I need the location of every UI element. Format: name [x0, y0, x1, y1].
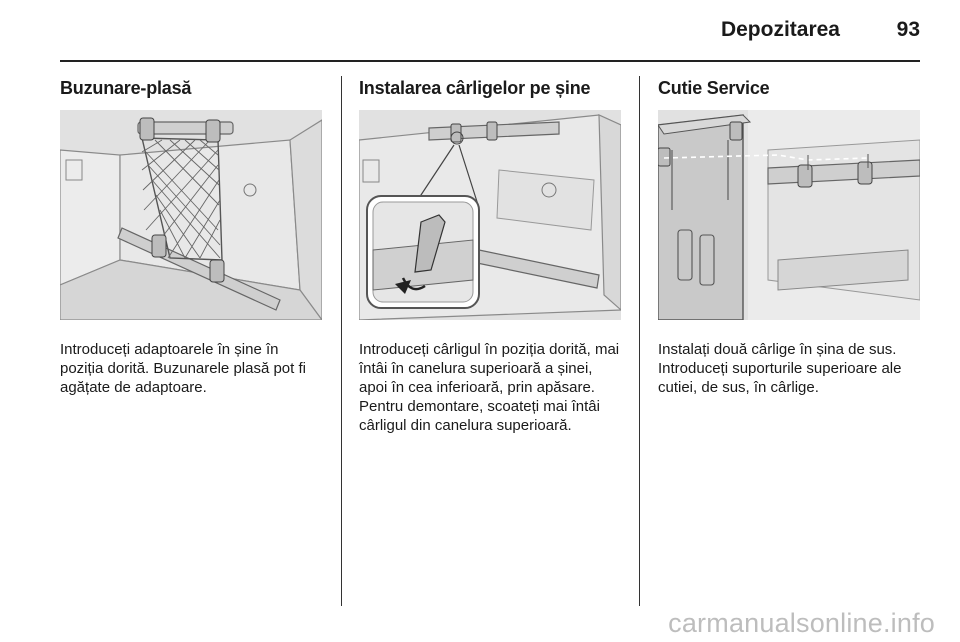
section-body-text: Introduceți adaptoarele în șine în poziția dorită. Buzunarele plasă pot fi agățate de adaptoare.: [60, 341, 306, 396]
section-cargo-net: [60, 76, 322, 397]
rail-hook-illustration-icon: [359, 110, 621, 320]
service-box-illustration-icon: [658, 110, 920, 320]
section-heading: Instalarea cârligelor pe șine: [359, 78, 591, 98]
section-heading: Cutie Service: [658, 78, 770, 98]
section-body-text: Instalați două cârlige în șina de sus. Introduceți suporturile superioare ale cutiei, de sus, în cârlige.: [658, 341, 902, 396]
page-number: 93: [896, 18, 920, 41]
section-heading: Buzunare-plasă: [60, 78, 192, 98]
page-section-title: Depozitarea: [720, 18, 840, 41]
section-service-box: [658, 76, 920, 397]
section-rail-hooks: [359, 76, 621, 435]
cargo-net-illustration-icon: [60, 110, 322, 320]
column-divider-1: [341, 76, 342, 606]
watermark-text: carmanualsonline.info: [668, 608, 935, 638]
header-divider: [60, 60, 920, 62]
section-body-text: Introduceți cârligul în poziția dorită, mai întâi în canelura superioară a șinei, apoi în cea inferioară, prin apăsare. Pentru demontare, scoateți mai întâi cârligul din canelura superioară.: [359, 341, 620, 434]
column-divider-2: [639, 76, 640, 606]
